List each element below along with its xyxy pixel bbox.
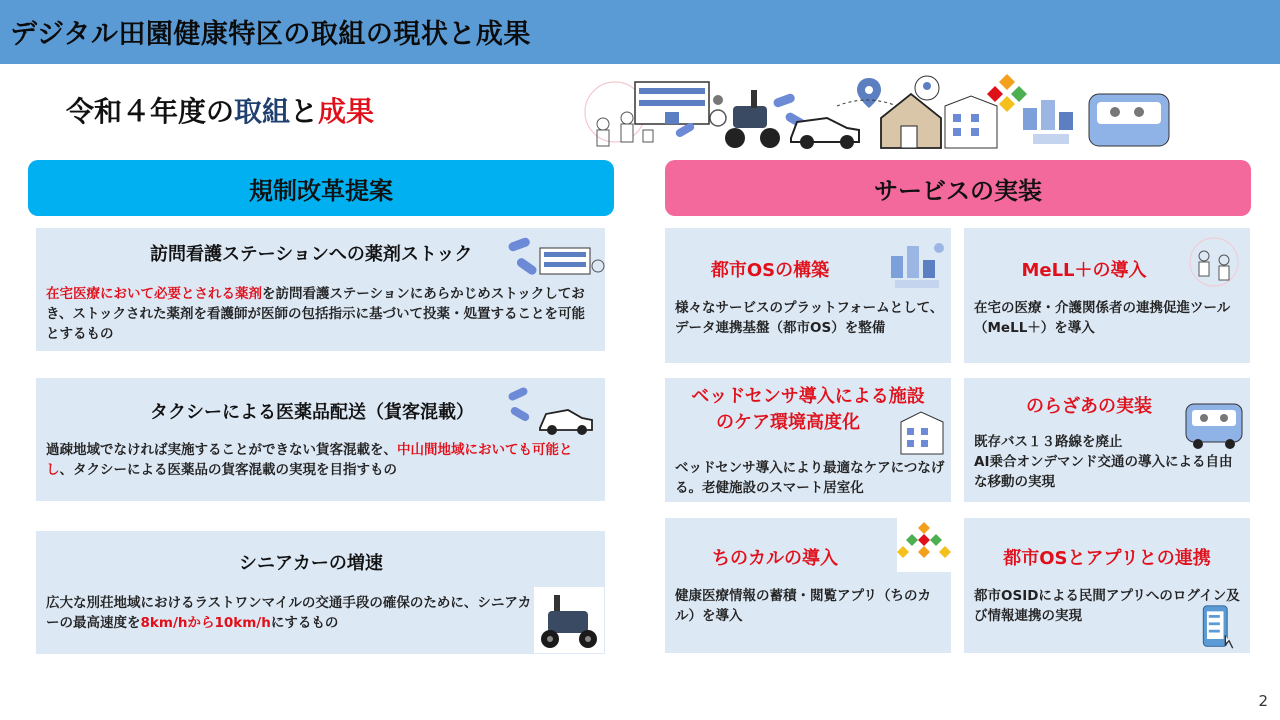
card-body-text-end: 、タクシーによる医薬品の貨客混載の実現を目指すもの xyxy=(59,462,397,478)
card-title: MeLL＋の導入 xyxy=(1021,260,1147,281)
card-title: シニアカーの増速 xyxy=(239,553,383,574)
card-norazaa xyxy=(964,378,1250,502)
card-title: のらざあの実装 xyxy=(1026,396,1152,417)
card-body xyxy=(46,284,596,344)
bus-passengers-icon xyxy=(1089,94,1169,146)
hospital-building-icon xyxy=(897,408,947,456)
card-title: 訪問看護ステーションへの薬剤ストック xyxy=(150,244,473,265)
doctor-patient-icon xyxy=(1184,234,1244,290)
card-medicine-stock xyxy=(36,228,605,351)
chinokaru-logo-icon xyxy=(897,518,951,572)
card-body: 健康医療情報の蓄積・閲覧アプリ（ちのカル）を導入 xyxy=(675,588,931,624)
senior-car-icon xyxy=(725,90,780,148)
smartphone-tap-icon xyxy=(1198,604,1238,650)
title-bar xyxy=(0,0,1280,64)
card-body-line2: AI乗合オンデマンド交通の導入による自由な移動の実現 xyxy=(974,454,1233,490)
card-body xyxy=(46,593,536,633)
wheelchair-person-icon xyxy=(710,95,726,126)
card-title: ちのカルの導入 xyxy=(712,548,838,569)
card-body-highlight: 8km/hから10km/h xyxy=(140,615,271,631)
subtitle-red: 成果 xyxy=(318,95,375,128)
card-body-highlight: 在宅医療において必要とされる薬剤 xyxy=(46,286,262,302)
card-body: ベッドセンサ導入により最適なケアにつなげる。老健施設のスマート居室化 xyxy=(675,460,945,496)
page-number: 2 xyxy=(1258,692,1268,710)
card-title: 都市OSの構築 xyxy=(710,260,830,281)
card-body-highlight: 中山間地域においても可能とし xyxy=(46,442,573,478)
right-column-heading: サービスの実装 xyxy=(665,160,1251,216)
facility-building-icon xyxy=(635,82,709,124)
section-subtitle xyxy=(66,90,374,130)
card-title: タクシーによる医薬品配送（貨客混載） xyxy=(150,402,474,423)
card-body-text-end: にするもの xyxy=(270,615,339,631)
card-body xyxy=(974,432,1244,492)
card-mell-plus xyxy=(964,228,1250,363)
brain-head-icon xyxy=(915,76,939,100)
card-senior-car xyxy=(36,531,605,654)
subtitle-mid: と xyxy=(290,95,319,128)
subtitle-blue: 取組 xyxy=(234,95,291,128)
map-pin-icon xyxy=(837,78,897,108)
card-title-line2: のケア環境高度化 xyxy=(716,412,860,433)
left-column-heading: 規制改革提案 xyxy=(28,160,614,216)
hospital-building-icon xyxy=(945,96,997,148)
card-body-text: 広大な別荘地域におけるラストワンマイルの交通手段の確保のために、シニアカーの最高速度を xyxy=(46,595,532,631)
house-icon xyxy=(881,94,941,148)
card-chinokaru xyxy=(665,518,951,653)
car-icon xyxy=(791,118,859,149)
card-city-os-app xyxy=(964,518,1250,653)
card-title-line1: ベッドセンサ導入による施設 xyxy=(691,386,925,407)
senior-car-photo-icon xyxy=(534,587,604,653)
medicine-car-icon xyxy=(506,384,596,436)
card-body-line1: 既存バス１３路線を廃止 xyxy=(974,434,1123,450)
card-bed-sensor xyxy=(665,378,951,502)
card-body: 在宅の医療・介護関係者の連携促進ツール（MeLL＋）を導入 xyxy=(974,300,1231,336)
isometric-city-icon xyxy=(887,236,947,292)
page-title: デジタル田園健康特区の取組の現状と成果 xyxy=(10,19,531,50)
medicine-facility-icon xyxy=(506,232,606,284)
card-body xyxy=(46,440,596,480)
subtitle-prefix: 令和４年度の xyxy=(66,95,235,128)
card-body: 様々なサービスのプラットフォームとして、データ連携基盤（都市OS）を整備 xyxy=(675,300,944,336)
card-title: 都市OSとアプリとの連携 xyxy=(1003,548,1211,569)
card-taxi-delivery xyxy=(36,378,605,501)
card-city-os xyxy=(665,228,951,363)
isometric-city-icon xyxy=(1023,100,1073,144)
header-illustration xyxy=(575,72,1175,160)
card-body-text: 過疎地域でなければ実施することができない貨客混載を、 xyxy=(46,442,397,458)
card-body-text: を訪問看護ステーションにあらかじめストックしておき、ストックされた薬剤を看護師が医師の包括指示に基づいて投薬・処置することを可能とするもの xyxy=(46,286,586,342)
card-body: 都市OSIDによる民間アプリへのログイン及び情報連携の実現 xyxy=(974,588,1240,624)
